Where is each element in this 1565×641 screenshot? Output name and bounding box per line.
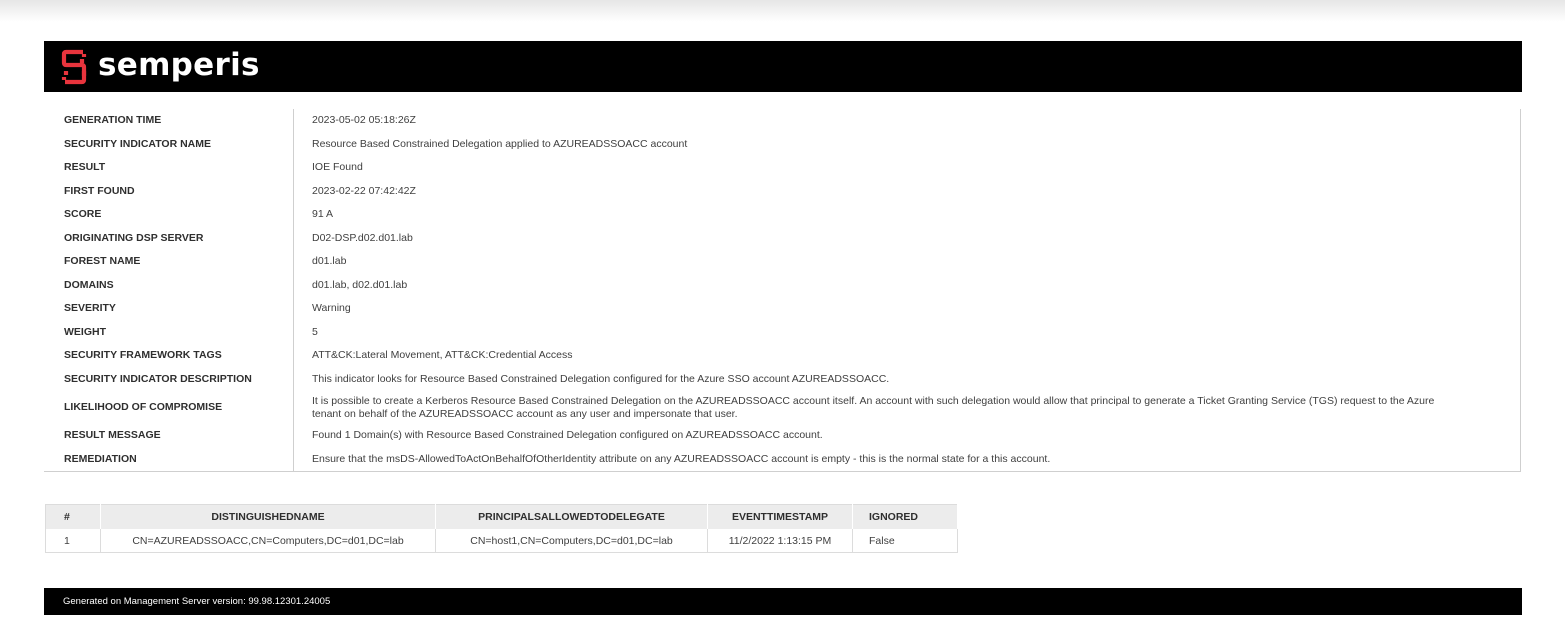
detail-row bbox=[44, 203, 1521, 227]
detail-row bbox=[44, 227, 1521, 251]
detail-row bbox=[44, 109, 1521, 133]
top-shadow bbox=[0, 0, 1565, 22]
details-body bbox=[44, 109, 1521, 472]
brand-name: semperis bbox=[98, 47, 260, 83]
cell-distinguishedname: CN=AZUREADSSOACC,CN=Computers,DC=d01,DC=lab bbox=[101, 529, 436, 553]
detail-label-first-found: FIRST FOUND bbox=[44, 180, 294, 204]
detail-value-security-framework-tags: ATT&CK:Lateral Movement, ATT&CK:Credential Access bbox=[294, 344, 1521, 368]
detail-label-score: SCORE bbox=[44, 203, 294, 227]
details-table bbox=[44, 109, 1521, 472]
detail-value-security-indicator-description: This indicator looks for Resource Based Constrained Delegation configured for the Azure SSO account AZUREADSSOACC. bbox=[294, 368, 1521, 392]
detail-value-remediation: Ensure that the msDS-AllowedToActOnBehalfOfOtherIdentity attribute on any AZUREADSSOACC account is empty - this is the normal state for a this account. bbox=[294, 448, 1521, 472]
brand-logo bbox=[60, 47, 260, 87]
detail-label-security-framework-tags: SECURITY FRAMEWORK TAGS bbox=[44, 344, 294, 368]
detail-row bbox=[44, 297, 1521, 321]
detail-label-severity: SEVERITY bbox=[44, 297, 294, 321]
detail-label-generation-time: GENERATION TIME bbox=[44, 109, 294, 133]
column-header-eventtimestamp: EVENTTIMESTAMP bbox=[708, 505, 853, 530]
column-header-index: # bbox=[46, 505, 101, 530]
detail-row bbox=[44, 156, 1521, 180]
detail-value-severity: Warning bbox=[294, 297, 1521, 321]
detail-value-result-message: Found 1 Domain(s) with Resource Based Constrained Delegation configured on AZUREADSSOACC account. bbox=[294, 424, 1521, 448]
detail-row bbox=[44, 321, 1521, 345]
results-header-row bbox=[46, 505, 958, 530]
footer-version-text: Generated on Management Server version: 99.98.12301.24005 bbox=[63, 596, 331, 607]
cell-eventtimestamp: 11/2/2022 1:13:15 PM bbox=[708, 529, 853, 553]
detail-value-forest-name: d01.lab bbox=[294, 250, 1521, 274]
detail-row bbox=[44, 274, 1521, 298]
detail-label-remediation: REMEDIATION bbox=[44, 448, 294, 472]
detail-row bbox=[44, 344, 1521, 368]
semperis-s-logo-icon bbox=[60, 48, 88, 86]
detail-label-security-indicator-name: SECURITY INDICATOR NAME bbox=[44, 133, 294, 157]
detail-label-domains: DOMAINS bbox=[44, 274, 294, 298]
detail-value-generation-time: 2023-05-02 05:18:26Z bbox=[294, 109, 1521, 133]
detail-row bbox=[44, 180, 1521, 204]
footer-bar bbox=[44, 588, 1522, 615]
detail-row bbox=[44, 424, 1521, 448]
detail-label-security-indicator-description: SECURITY INDICATOR DESCRIPTION bbox=[44, 368, 294, 392]
results-table bbox=[45, 504, 958, 553]
detail-label-result-message: RESULT MESSAGE bbox=[44, 424, 294, 448]
detail-label-likelihood-of-compromise: LIKELIHOOD OF COMPROMISE bbox=[44, 391, 294, 424]
detail-value-security-indicator-name: Resource Based Constrained Delegation applied to AZUREADSSOACC account bbox=[294, 133, 1521, 157]
cell-index: 1 bbox=[46, 529, 101, 553]
detail-value-score: 91 A bbox=[294, 203, 1521, 227]
detail-value-result: IOE Found bbox=[294, 156, 1521, 180]
column-header-distinguishedname: DISTINGUISHEDNAME bbox=[101, 505, 436, 530]
cell-ignored: False bbox=[853, 529, 958, 553]
detail-label-originating-dsp-server: ORIGINATING DSP SERVER bbox=[44, 227, 294, 251]
detail-row bbox=[44, 133, 1521, 157]
detail-label-result: RESULT bbox=[44, 156, 294, 180]
detail-row bbox=[44, 448, 1521, 472]
header-banner bbox=[44, 41, 1522, 92]
detail-row bbox=[44, 250, 1521, 274]
detail-row bbox=[44, 368, 1521, 392]
detail-label-forest-name: FOREST NAME bbox=[44, 250, 294, 274]
detail-value-domains: d01.lab, d02.d01.lab bbox=[294, 274, 1521, 298]
detail-value-first-found: 2023-02-22 07:42:42Z bbox=[294, 180, 1521, 204]
cell-principalsallowedtodelegate: CN=host1,CN=Computers,DC=d01,DC=lab bbox=[436, 529, 708, 553]
detail-row bbox=[44, 391, 1521, 424]
detail-value-weight: 5 bbox=[294, 321, 1521, 345]
detail-label-weight: WEIGHT bbox=[44, 321, 294, 345]
detail-value-likelihood-of-compromise: It is possible to create a Kerberos Resource Based Constrained Delegation on the AZUREADSSOACC account itself. An account with such delegation would allow that principal to generate a Ticket Granting Service (TGS) request to the Azure tenant on behalf of the AZUREADSSOACC account as any user and impersonate that user. bbox=[294, 391, 1521, 424]
detail-value-originating-dsp-server: D02-DSP.d02.d01.lab bbox=[294, 227, 1521, 251]
table-row bbox=[46, 529, 958, 553]
column-header-ignored: IGNORED bbox=[853, 505, 958, 530]
column-header-principalsallowedtodelegate: PRINCIPALSALLOWEDTODELEGATE bbox=[436, 505, 708, 530]
